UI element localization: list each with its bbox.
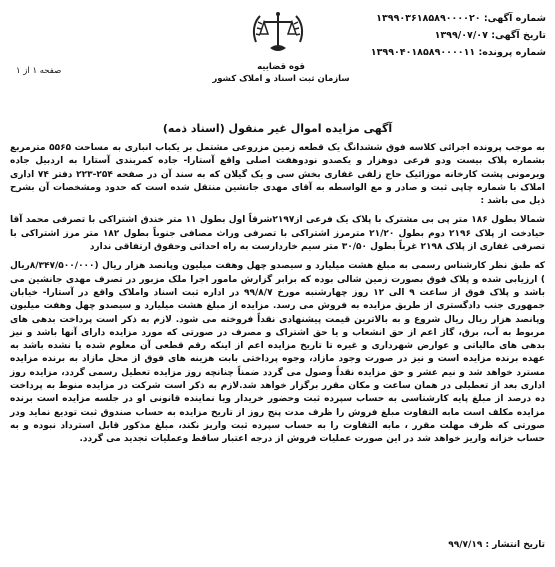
case-number-row [306,44,546,61]
notice-number-label: شماره آگهی: [483,13,546,24]
paragraph-property: به موجب پرونده اجرائی کلاسه فوق ششدانگ یک قطعه زمین مزروعی مشتمل بر یکباب انباری به مساحت ۵۵۶۵ مترمربع بشماره پلاک بیست ودو فرعی دوهزار و یکصدو نودوهفت اصلی واقع آستارا- جاده کمربندی آستارا به اردبیل جاده ویرمونی پشت کارخانه موزائیک حاج زلفی غفاری بخش سی و یک گیلان که به سند آن در صفحه ۲۵۴-۲۲۳ دفتر ۷۴ اداری املاک با شماره چاپی ثبت و صادر و مع الواسطه به آقای مهدی جانشین منتقل شده است که حدود ومشخصات آن بشرح ذیل می باشد : [10,143,545,207]
document-header [0,6,555,98]
notice-number: ۱۳۹۹۰۳۶۱۸۵۸۹۰۰۰۰۲۰ [376,13,481,24]
case-number: ۱۳۹۹۰۴۰۱۸۵۸۹۰۰۰۰۱۱ [370,47,476,58]
notice-meta [306,10,546,61]
paragraph-boundaries: شمالا بطول ۱۸۶ متر پی بی مشترک با پلاک یک فرعی از۲۱۹۷شرقاً اول بطول ۱۱ متر خندق اشتراکی با تصرفی محمد آقا حیادخت از پلاک ۲۱۹۶ دوم بطول ۲۱/۲۰ مترمرز اشتراکی با تصرفی وراث مصافی جنوباً بطول ۱۸۲ متر مرز اشتراکی با تصرفی غفاری از پلاک ۲۱۹۸ غرباً بطول ۳۰/۵۰ متر سیم خاردارست به راه احداثی وحقوق ارتفاقی ندارد [10,215,545,253]
case-number-label: شماره پرونده: [478,47,546,58]
publish-date: ۹۹/۷/۱۹ [448,540,483,550]
notice-date: ۱۳۹۹/۰۷/۰۷ [434,30,488,41]
publish-date-row [10,540,545,550]
page-indicator: صفحه ۱ از ۱ [16,66,62,76]
paragraph-auction-terms: که طبق نظر کارشناس رسمی به مبلغ هشت میلیارد و سیصدو چهل وهفت میلیون وپانصد هزار ریال (۸/۳۴۷/۵۰۰/۰۰۰ریال ) ارزیابی شده و پلاک فوق بصورت زمین شالی بوده که برابر گزارش مامور اجرا ملک مزبور در تصرف مهدی جانشین می باشد و پلاک فوق از ساعت ۹ الی ۱۲ روز چهارشنبه مورخ ۹۹/۸/۷ در اداره ثبت اسناد واملاک واقع در آستارا- خیابان جمهوری جنب دادگستری از طریق مزایده به فروش می رسد. مزایده از مبلغ هشت میلیارد و سیصدو چهل وهفت میلیون وپانصد هزار ریال ریال شروع و به بالاترین قیمت پیشنهادی نقداً فروخته می شود. لازم به ذکر است پرداخت بدهی های مربوط به آب، برق، گاز اعم از حق انشعاب و یا حق اشتراک و مصرف در صورتی که مورد مزایده دارای آنها باشد و نیز بدهی های مالیاتی و عوارض شهرداری و غیره تا تاریخ مزایده اعم از اینکه رقم قطعی آن معلوم شده یا نشده باشد به عهده برنده مزایده است و نیز در صورت وجود مازاد، وجوه پرداختی بابت هزینه های فوق از محل مازاد به برنده مزایده مسترد خواهد شد و نیم عشر و حق مزایده نقداً وصول می گردد ضمناً چنانچه روز مزایده تعطیل رسمی گردد، مزایده روز اداری بعد از تعطیلی در همان ساعت و مکان مقرر برگزار خواهد شد.لازم به ذکر است شرکت در مزایده منوط به پرداخت ده درصد از مبلغ پایه کارشناسی به حساب سپرده ثبت وحضور خریدار ویا نماینده قانونی او در جلسه مزایده است برنده مزایده مکلف است مابه التفاوت مبلغ فروش را ظرف مدت پنج روز از تاریخ مزایده به حساب صندوق ثبت تودیع نماید ودر صورتی که ظرف مهلت مقرر ، مابه التفاوت را به حساب سپرده ثبت واریز نکند، مبلغ مذکور قابل استرداد نبوده و به حساب خزانه واریز خواهد شد در این صورت عملیات فروش از درجه اعتبار ساقط وعملیات تجدید می گردد. [10,261,545,445]
notice-number-row [306,10,546,27]
judiciary-label: قوه قضاییه [257,62,305,72]
judiciary-emblem-icon [246,8,310,64]
notice-title: آگهی مزایده اموال غیر منقول (اسناد ذمه) [162,122,393,135]
publish-date-label: تاریخ انتشار : [485,540,545,550]
notice-body [10,142,545,453]
notice-date-label: تاریخ آگهی: [491,30,546,41]
organization-label: سازمان ثبت اسناد و املاک کشور [212,74,350,84]
notice-date-row [306,27,546,44]
